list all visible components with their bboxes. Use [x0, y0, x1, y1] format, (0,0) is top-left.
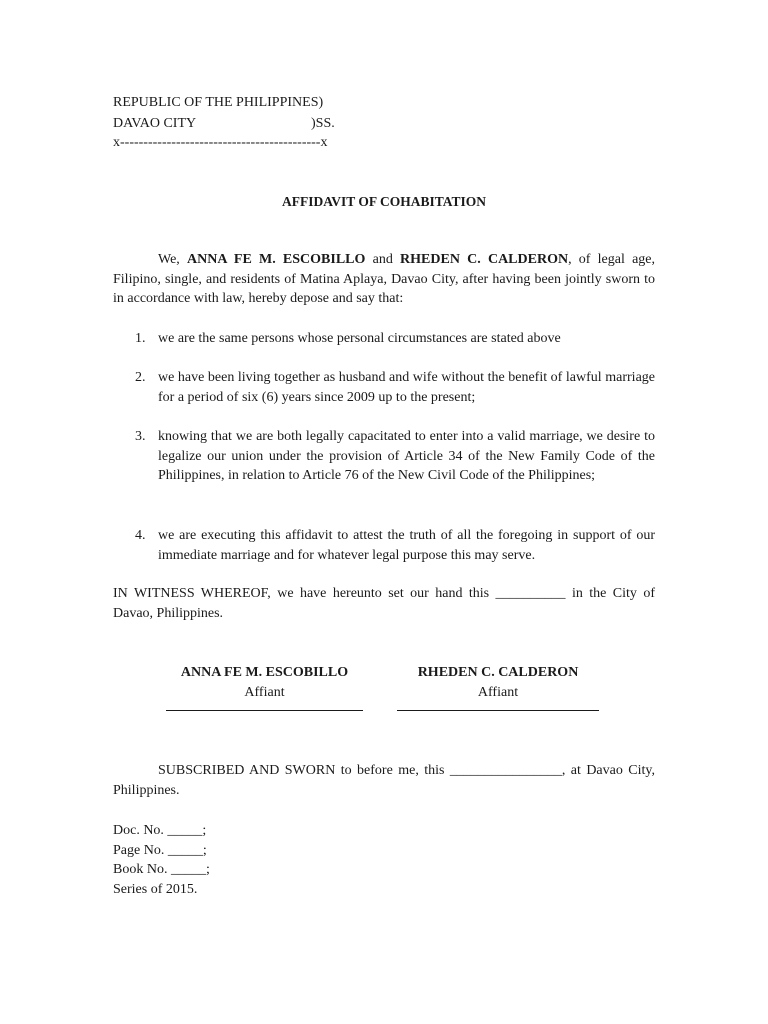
intro-affiant-1: ANNA FE M. ESCOBILLO	[187, 252, 366, 267]
venue-city: DAVAO CITY	[113, 116, 197, 131]
list-text: we are executing this affidavit to attest the truth of all the foregoing in support of our immediate marriage and for whatever legal purpose this may serve.	[158, 528, 655, 563]
list-number: 4.	[135, 528, 146, 543]
signature-block-1	[166, 663, 363, 711]
intro-paragraph	[113, 250, 655, 309]
intro-affiant-2: RHEDEN C. CALDERON	[400, 252, 569, 267]
doc-number: Doc. No. _____;	[113, 823, 207, 838]
list-number: 1.	[135, 331, 146, 346]
venue-separator: x-------------------------------------------x	[113, 135, 328, 150]
page-number: Page No. _____;	[113, 843, 207, 858]
venue-ss: )SS.	[311, 116, 335, 131]
witness-paragraph: IN WITNESS WHEREOF, we have hereunto set our hand this __________ in the City of Davao, Philippines.	[113, 586, 655, 621]
venue-republic: REPUBLIC OF THE PHILIPPINES)	[113, 95, 324, 110]
list-text: knowing that we are both legally capacitated to enter into a valid marriage, we desire to legalize our union under the provision of Article 34 of the New Family Code of the Philippines, in relation to Article 76 of the New Civil Code of the Philippines;	[158, 429, 655, 483]
jurat-paragraph: SUBSCRIBED AND SWORN to before me, this ________________, at Davao City, Philippines.	[113, 763, 655, 798]
signatory-name: ANNA FE M. ESCOBILLO	[180, 665, 349, 680]
list-number: 2.	[135, 370, 146, 385]
series-year: Series of 2015.	[113, 882, 198, 897]
signatory-role: Affiant	[244, 684, 285, 700]
intro-we: We,	[158, 252, 188, 267]
intro-rest: , of legal age, Filipino, single, and residents of Matina Aplaya, Davao City, after having been jointly sworn to in accordance with law, hereby depose and say that:	[113, 252, 656, 306]
signature-block-2	[397, 663, 599, 711]
signatory-name: RHEDEN C. CALDERON	[417, 665, 579, 680]
signatory-role: Affiant	[477, 684, 519, 700]
list-text: we are the same persons whose personal circumstances are stated above	[158, 331, 561, 346]
book-number: Book No. _____;	[113, 862, 210, 877]
signature-line	[166, 702, 363, 711]
list-text: we have been living together as husband and wife without the benefit of lawful marriage for a period of six (6) years since 2009 up to the present;	[158, 370, 655, 405]
list-number: 3.	[135, 429, 146, 444]
intro-and: and	[365, 252, 401, 267]
signature-line	[397, 702, 599, 711]
document-title: AFFIDAVIT OF COHABITATION	[281, 194, 487, 209]
